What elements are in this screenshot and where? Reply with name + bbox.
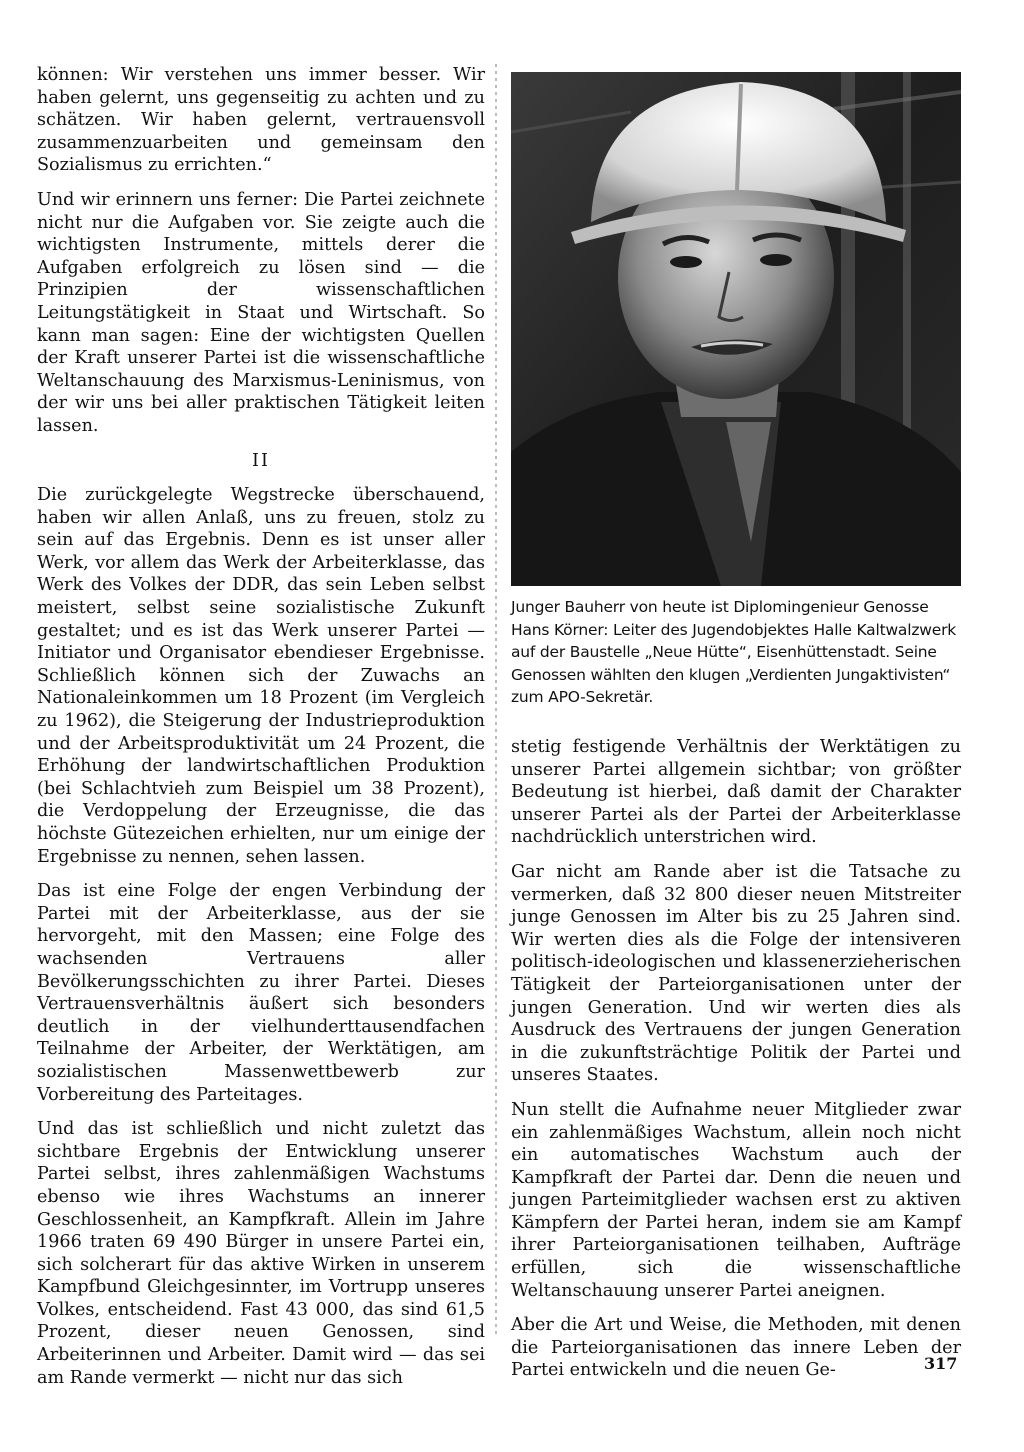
paragraph: Nun stellt die Aufnahme neuer Mitglieder zwar ein zahlenmäßiges Wachstum, allein noch nicht ein automatisches Wachstum auch der Kampfkraft der Partei dar. Denn die neuen und jungen Parteimitglieder wachsen erst zu aktiven Kämpfern der Partei heran, indem sie am Kampf ihrer Parteiorganisationen teilhaben, Aufträge erfüllen, sich die wissenschaftliche Weltanschauung unserer Partei aneignen. [511, 1099, 961, 1301]
portrait-illustration [511, 72, 961, 586]
page-number: 317 [924, 1354, 958, 1373]
paragraph: Aber die Art und Weise, die Methoden, mit denen die Parteiorganisationen das innere Leben der Partei entwickeln und die neuen Ge- [511, 1315, 961, 1381]
left-text-column [37, 64, 485, 1401]
paragraph: Gar nicht am Rande aber ist die Tatsache zu vermerken, daß 32 800 dieser neuen Mitstreiter junge Genossen im Alter bis zu 25 Jahren sind. Wir werten dies als die Folge der intensiveren politisch-ideologischen und klassenerzieherischen Tätigkeit der Parteiorganisationen unter der jungen Generation. Und wir werten dies als Ausdruck des Vertrauens der jungen Generation in die zukunftsträchtige Politik der Partei und unseres Staates. [511, 861, 961, 1086]
paragraph: Die zurückgelegte Wegstrecke überschauend, haben wir allen Anlaß, uns zu freuen, stolz zu sein auf das Ergebnis. Denn es ist unser aller Werk, vor allem das Werk der Arbeiterklasse, das Werk des Volkes der DDR, das sein Leben selbst meistert, selbst seine sozialistische Zukunft gestaltet; und es ist das Werk unserer Partei — Initiator und Organisator ebendieser Ergebnisse. Schließlich können sich der Zuwachs an Nationaleinkommen um 18 Prozent (im Vergleich zu 1962), die Steigerung der Industrieproduktion und der Arbeitsproduktivität um 24 Prozent, die Erhöhung der landwirtschaftlichen Produktion (bei Schlachtvieh zum Beispiel um 38 Prozent), die Verdoppelung der Erzeugnisse, die das höchste Gütezeichen erhielten, nur um einige der Ergebnisse zu nennen, sehen lassen. [37, 485, 485, 867]
paragraph: können: Wir verstehen uns immer besser. Wir haben gelernt, uns gegenseitig zu achten und zu schätzen. Wir haben gelernt, vertrauensvoll zusammenzuarbeiten und gemeinsam den Sozialismus zu errichten.“ [37, 65, 485, 176]
paragraph: Und wir erinnern uns ferner: Die Partei zeichnete nicht nur die Aufgaben vor. Sie zeigte auch die wichtigsten Instrumente, mittels derer die Aufgaben erfolgreich zu lösen sind — die Prinzipien der wissenschaftlichen Leitungstätigkeit in Staat und Wirtschaft. So kann man sagen: Eine der wichtigsten Quellen der Kraft unserer Partei ist die wissenschaftliche Weltanschauung des Marxismus-Leninismus, von der wir uns bei aller praktischen Tätigkeit leiten lassen. [37, 189, 485, 436]
paragraph: Das ist eine Folge der engen Verbindung der Partei mit der Arbeiterklasse, aus der sie hervorgeht, mit den Massen; eine Folge des wachsenden Vertrauens aller Bevölkerungsschichten zu ihrer Partei. Dieses Vertrauensverhältnis äußert sich besonders deutlich in der vielhunderttausendfachen Teilnahme der Arbeiter, der Werktätigen, am sozialistischen Massenwettbewerb zur Vorbereitung des Parteitages. [37, 881, 485, 1105]
column-divider [495, 64, 497, 1334]
paragraph: stetig festigende Verhältnis der Werktätigen zu unserer Partei allgemein sichtbar; von größter Bedeutung ist hierbei, daß damit der Charakter unserer Partei als der Partei der Arbeiterklasse nachdrücklich unterstrichen wird. [511, 737, 961, 848]
photo-caption: Junger Bauherr von heute ist Diplomingenieur Genosse Hans Körner: Leiter des Jugendobjektes Halle Kaltwalzwerk auf der Baustelle „Neue Hütte“, Eisenhüttenstadt. Seine Genossen wählten den klugen „Verdienten Jungaktivisten“ zum APO-Sekretär. [511, 598, 957, 707]
right-text-column [511, 736, 961, 1394]
section-heading: II [252, 450, 270, 471]
portrait-photo [511, 72, 961, 586]
paragraph: Und das ist schließlich und nicht zuletzt das sichtbare Ergebnis der Entwicklung unserer Partei selbst, ihres zahlenmäßigen Wachstums ebenso wie ihres Wachstums an innerer Geschlossenheit, an Kampfkraft. Allein im Jahre 1966 traten 69 490 Bürger in unsere Partei ein, sich solcherart für das aktive Wirken in unserem Kampfbund Gleichgesinnter, im Vortrupp unseres Volkes, entscheidend. Fast 43 000, das sind 61,5 Prozent, dieser neuen Genossen, sind Arbeiterinnen und Arbeiter. Damit wird — das sei am Rande vermerkt — nicht nur das sich [37, 1119, 485, 1388]
